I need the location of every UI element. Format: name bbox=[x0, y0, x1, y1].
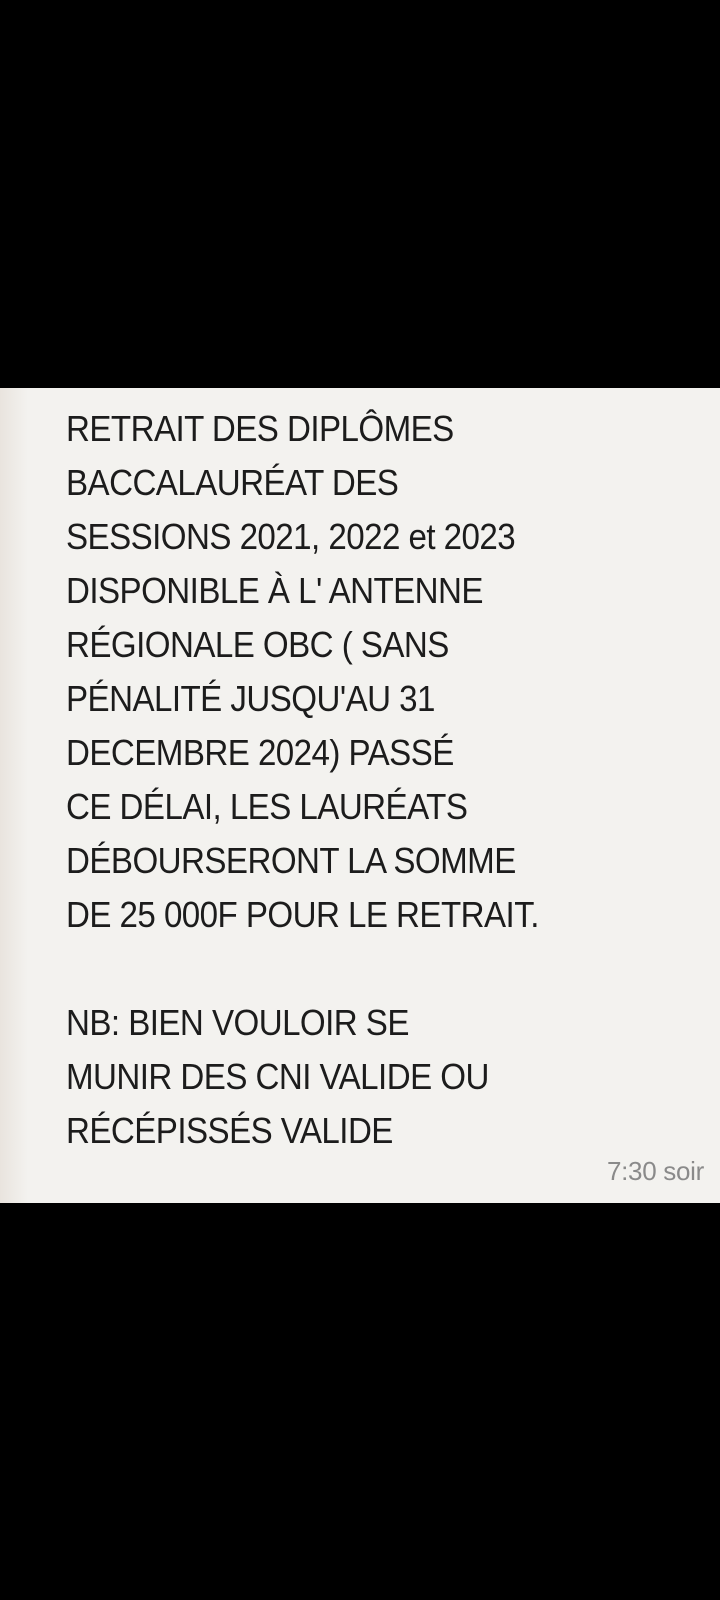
bubble-edge-shade bbox=[0, 388, 28, 1203]
message-timestamp: 7:30 soir bbox=[606, 1156, 704, 1186]
message-line: RETRAIT DES DIPLÔMES bbox=[66, 408, 454, 449]
message-line: SESSIONS 2021, 2022 et 2023 bbox=[66, 516, 516, 557]
message-line: BACCALAURÉAT DES bbox=[66, 462, 399, 503]
message-line: DÉBOURSERONT LA SOMME bbox=[66, 840, 516, 881]
note-line: NB: BIEN VOULOIR SE bbox=[66, 1002, 409, 1043]
paragraph-spacer bbox=[66, 942, 655, 996]
message-line: DISPONIBLE À L' ANTENNE bbox=[66, 570, 483, 611]
note-line: MUNIR DES CNI VALIDE OU bbox=[66, 1056, 489, 1097]
message-line: PÉNALITÉ JUSQU'AU 31 bbox=[66, 678, 435, 719]
message-text bbox=[66, 402, 655, 1158]
note-line: RÉCÉPISSÉS VALIDE bbox=[66, 1110, 393, 1151]
message-line: DECEMBRE 2024) PASSÉ bbox=[66, 732, 454, 773]
message-bubble[interactable] bbox=[0, 388, 720, 1203]
message-line: CE DÉLAI, LES LAURÉATS bbox=[66, 786, 468, 827]
message-line: DE 25 000F POUR LE RETRAIT. bbox=[66, 894, 539, 935]
message-line: RÉGIONALE OBC ( SANS bbox=[66, 624, 449, 665]
